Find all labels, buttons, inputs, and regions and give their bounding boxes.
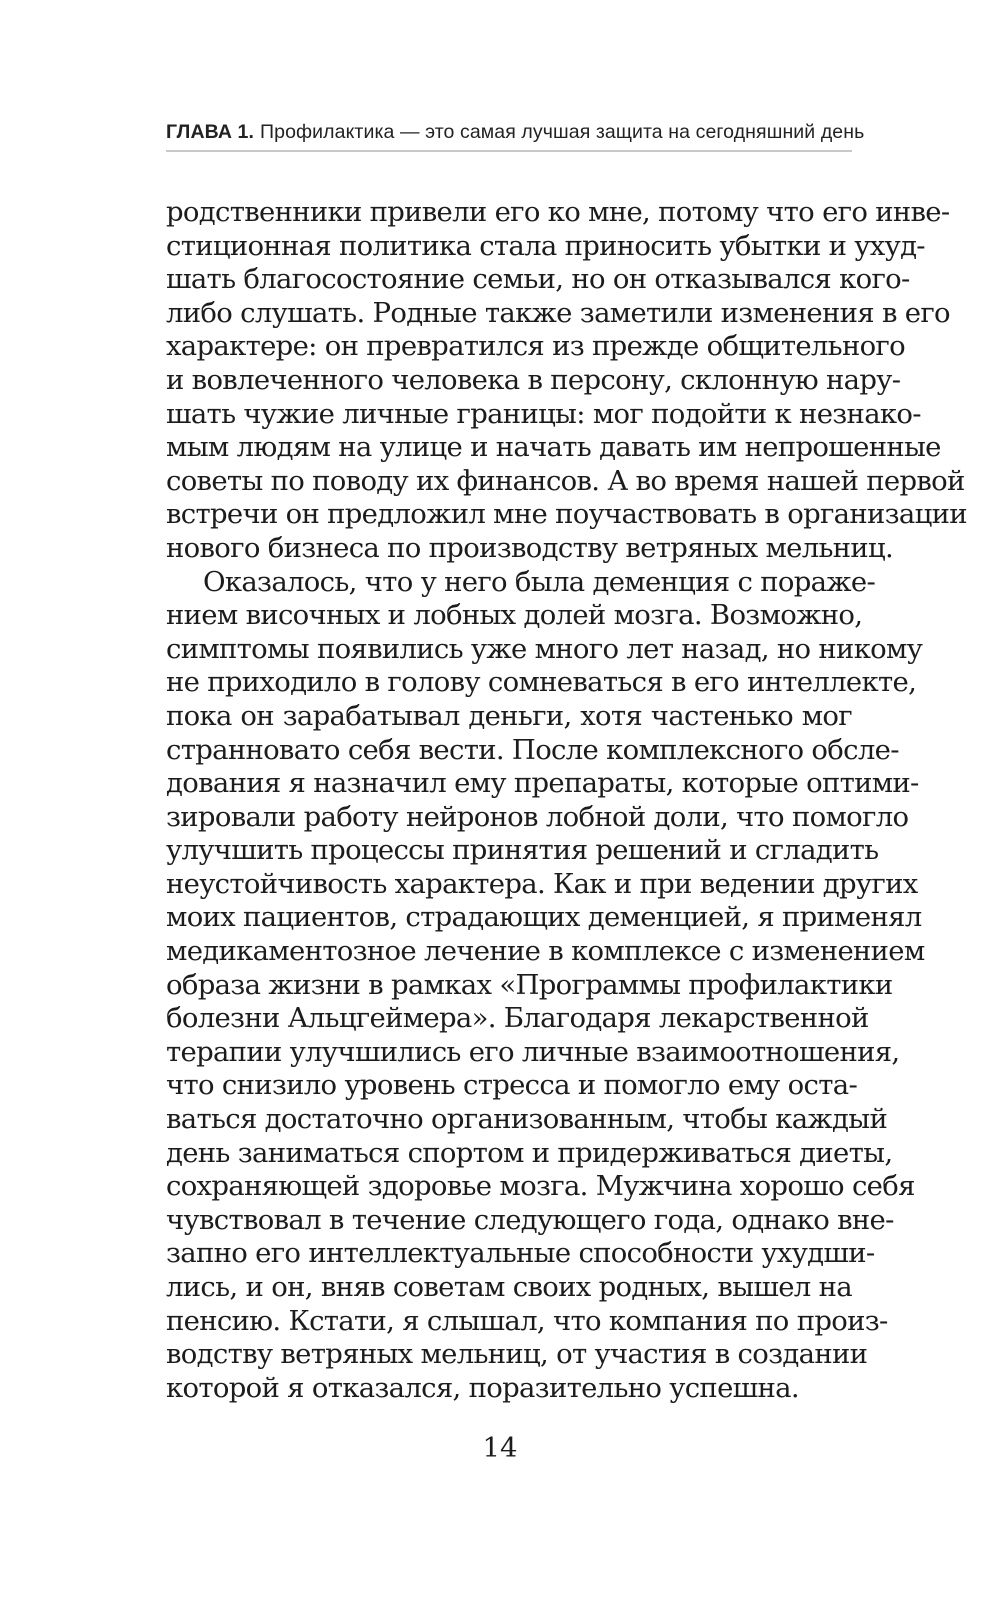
text-line: мым людям на улице и начать давать им непрошенные [166,431,941,464]
text-line: шать чужие личные границы: мог подойти к незнако- [166,397,921,430]
text-line: симптомы появились уже много лет назад, но никому [166,632,923,665]
text-line: странновато себя вести. После комплексного обсле- [166,733,899,766]
text-line: улучшить процессы принятия решений и сгладить [166,834,879,867]
text-line: сохраняющей здоровье мозга. Мужчина хорошо себя [166,1170,915,1203]
text-line: либо слушать. Родные также заметили изменения в его [166,296,950,329]
text-line: которой я отказался, поразительно успешна. [166,1371,799,1404]
text-line: зировали работу нейронов лобной доли, что помогло [166,800,909,833]
text-line: и вовлеченного человека в персону, склонную нару- [166,363,901,396]
text-line: советы по поводу их финансов. А во время нашей первой [166,464,965,497]
page-number: 14 [482,1432,518,1464]
text-line: не приходило в голову сомневаться в его интеллекте, [166,666,917,699]
header-divider [166,150,852,152]
text-line: лись, и он, вняв советам своих родных, вышел на [166,1271,852,1303]
text-line: что снизило уровень стресса и помогло ему оста- [166,1069,858,1102]
text-line: чувствовал в течение следующего года, однако вне- [166,1203,894,1236]
text-line: образа жизни в рамках «Программы профилактики [166,968,893,1001]
text-line: характере: он превратился из прежде общительного [166,330,905,363]
text-line: нового бизнеса по производству ветряных мельниц. [166,531,894,564]
text-line: Оказалось, что у него была деменция с пораже- [203,565,876,598]
text-line: дования я назначил ему препараты, которые оптими- [166,767,919,800]
text-line: пенсию. Кстати, я слышал, что компания по произ- [166,1304,888,1337]
text-line: запно его интеллектуальные способности ухудши- [166,1237,875,1270]
text-line: родственники привели его ко мне, потому что его инве- [166,196,950,228]
chapter-label: ГЛАВА 1. [166,121,255,143]
text-line: терапии улучшились его личные взаимоотношения, [166,1035,900,1068]
text-line: водству ветряных мельниц, от участия в создании [166,1338,868,1371]
text-line: день заниматься спортом и придерживаться диеты, [166,1136,893,1169]
text-line: встречи он предложил мне поучаствовать в организации [166,498,967,531]
text-line: ваться достаточно организованным, чтобы каждый [166,1103,888,1136]
text-line: пока он зарабатывал деньги, хотя частенько мог [166,699,852,732]
text-line: нием височных и лобных долей мозга. Возможно, [166,599,863,632]
paragraph [166,565,925,1406]
text-line: медикаментозное лечение в комплексе с изменением [166,935,925,968]
body-text [166,196,967,1405]
text-line: моих пациентов, страдающих деменцией, я применял [166,901,922,934]
chapter-title: Профилактика — это самая лучшая защита на сегодняшний день [260,121,865,143]
running-head [166,120,865,144]
text-line: болезни Альцгеймера». Благодаря лекарственной [166,1002,869,1035]
text-line: неустойчивость характера. Как и при ведении других [166,867,918,900]
paragraph [166,196,967,566]
text-line: шать благосостояние семьи, но он отказывался кого- [166,263,910,296]
text-line: стиционная политика стала приносить убытки и ухуд- [166,229,925,262]
